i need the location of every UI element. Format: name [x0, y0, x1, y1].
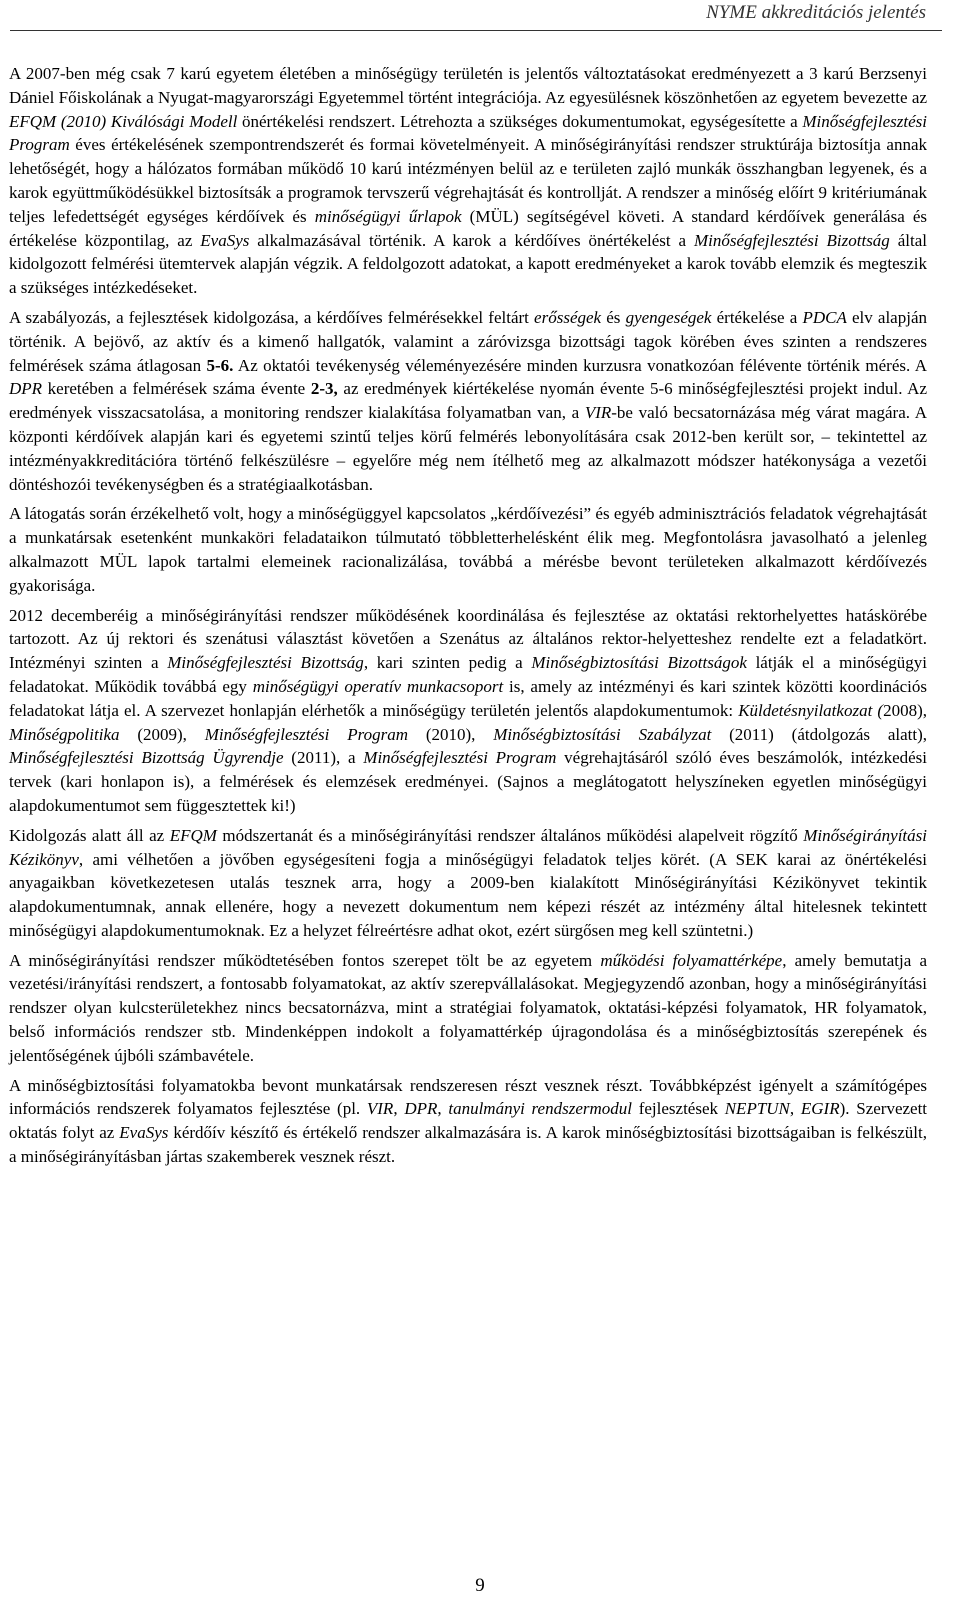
italic-text-run: Minőségfejlesztési Bizottság Ügyrendje	[9, 748, 284, 768]
italic-text-run: Minőségfejlesztési Program	[9, 111, 927, 155]
italic-text-run: EvaSys	[200, 230, 250, 250]
paragraph-4	[9, 604, 927, 818]
text-run: elv alapján történik. A bejövő, az aktív és a kimenő hallgatók, valamint a záróvizsga bizottsági tagok körében éves szinten a rendszeres felmérések száma átlagosan	[9, 307, 927, 375]
text-run: önértékelési rendszert. Létrehozta a szükséges dokumentumokat, egységesítette a	[237, 111, 803, 131]
italic-text-run: tanulmányi rendszermodul	[448, 1099, 632, 1119]
paragraph-6	[9, 949, 927, 1068]
bold-text-run: 2-3,	[310, 379, 338, 399]
text-run: (2011), a	[283, 748, 364, 768]
italic-text-run: Minőségpolitika	[9, 724, 120, 744]
paragraph-2	[9, 306, 927, 496]
text-run: ,	[437, 1099, 449, 1119]
text-run: kérdőív készítő és értékelő rendszer alkalmazására is. A karok minőségbiztosítási bizottságaiban is felkészült, a minőségirányításban jártas szakemberek vesznek részt.	[9, 1123, 927, 1167]
text-run: ). Szervezett oktatás folyt az	[9, 1099, 928, 1143]
italic-text-run: gyengeségek	[625, 307, 712, 327]
text-run: (2010),	[407, 724, 494, 744]
text-run: az eredmények kiértékelése nyomán évente 5-6 minőségfejlesztési projekt indul. Az eredmények visszacsatolása, a monitoring rendszer kialakítása folyamatban van, a	[9, 379, 927, 423]
italic-text-run: EvaSys	[119, 1123, 169, 1143]
italic-text-run: EFQM	[169, 825, 217, 845]
page-number: 9	[475, 1575, 485, 1596]
text-run: értékelése a	[711, 307, 803, 327]
text-run: (2009),	[119, 724, 205, 744]
italic-text-run: Minőségfejlesztési Bizottság	[693, 230, 890, 250]
text-run: (MÜL) segítségével követi. A standard kérdőívek generálása és értékelése központilag, az	[9, 206, 928, 250]
text-run: éves értékelésének szempontrendszerét és formai követelményeit. A minőségirányítási rendszer struktúrája biztosítja annak lehetőségét, hogy a hálózatos formában működő 10 karú intézményen belül az e területen zajló munkák összhangban legyenek, és a karok együttműködésükkel biztosítsák a programok tervszerű végrehajtását és kontrollját. A rendszer a minőség előírt 9 kritériumának teljes lefedettségét egységes kérdőívek és	[9, 135, 927, 226]
bold-text-run: 5-6.	[206, 355, 234, 375]
italic-text-run: Minőségbiztosítási Bizottságok	[531, 653, 747, 673]
text-run: A minőségbiztosítási folyamatokba bevont munkatársak rendszeresen részt vesznek részt. Továbbképzést igényelt a számítógépes információs rendszerek folyamatos fejlesztése (pl.	[9, 1075, 927, 1119]
italic-text-run: Küldetésnyilatkozat (	[738, 700, 884, 720]
text-run: , ami vélhetően a jövőben egységesíteni fogja a minőségügyi feladatok teljes körét. (A SEK karai az önértékelési anyagaikban következetesen utalás tesznek arra, hogy a 2009-ben kialakított Minőségirányítási Kézikönyvet tekintik alapdokumentumnak, annak ellenére, hogy a nevezett dokumentum nem képezi részét az intézmény által hitelesnek tekintett minőségügyi alapdokumentumoknak. Ez a helyzet félreértésre adhat okot, ezért sürgősen meg kell szüntetni.)	[9, 849, 927, 940]
text-run: alkalmazásával történik. A karok a kérdőíves önértékelést a	[249, 230, 694, 250]
text-run: és	[601, 307, 626, 327]
italic-text-run: Minőségfejlesztési Program	[363, 748, 557, 768]
document-body	[9, 62, 927, 1175]
text-run: A 2007-ben még csak 7 karú egyetem életében a minőségügy területén is jelentős változtatásokat eredményezett a 3 karú Berzsenyi Dániel Főiskolának a Nyugat-magyarországi Egyetemmel történt integrációja. Az egyesülésnek köszönhetően az egyetem bevezette az	[9, 64, 927, 107]
paragraph-1	[9, 62, 927, 300]
text-run: által kidolgozott felmérési ütemtervek alapján végzik. A feldolgozott adatokat, a kapott eredményeket a karok tovább elemzik és megteszik a szükséges intézkedéseket.	[9, 230, 927, 298]
italic-text-run: működési folyamattérképe	[600, 950, 783, 970]
italic-text-run: DPR	[9, 379, 43, 399]
text-run: A minőségirányítási rendszer működtetésében fontos szerepet tölt be az egyetem	[9, 950, 601, 970]
text-run: ,	[393, 1099, 405, 1119]
text-run: , amely bemutatja a vezetési/irányítási rendszert, a fontosabb folyamatokat, az aktív szerepvállalásokat. Megjegyzendő azonban, hogy a minőségirányítási rendszer olyan kulcsterületekhez nincs becsatornázva, mint a stratégiai folyamatok, oktatási-képzési folyamatok, HR folyamatok, belső információs rendszer stb. Mindenképpen indokolt a folyamattérkép újragondolása és a minőségbiztosítás szerepének és jelentőségének újbóli számbavétele.	[9, 950, 927, 1065]
text-run: is, amely az intézményi és kari szintek közötti koordinációs feladatokat látja el. A szervezet honlapján elérhetők a minőségügy területén jelentős alapdokumentumok:	[9, 676, 927, 720]
text-run: , kari szinten pedig a	[363, 653, 532, 673]
paragraph-5	[9, 824, 927, 943]
paragraph-7	[9, 1074, 927, 1169]
header-rule	[10, 30, 942, 31]
text-run: végrehajtásáról szóló éves beszámolók, intézkedési tervek (kari honlapon is), a felmérések és elemzések eredményei. (Sajnos a meglátogatott helyszíneken egyetlen minőségügyi alapdokumentumot sem függesztettek ki!)	[9, 748, 927, 815]
italic-text-run: Minőségbiztosítási Szabályzat	[493, 724, 712, 744]
text-run: Az oktatói tevékenység véleményezésére minden kurzusra vonatkozóan félévente történik mérés. A	[233, 355, 927, 375]
text-run: (2011) (átdolgozás alatt),	[711, 724, 928, 744]
italic-text-run: EGIR	[800, 1099, 840, 1119]
italic-text-run: erősségek	[534, 307, 602, 327]
paragraph-3	[9, 502, 927, 597]
text-run: A szabályozás, a fejlesztések kidolgozása, a kérdőíves felmérésekkel feltárt	[9, 307, 535, 327]
italic-text-run: EFQM (2010) Kiválósági Modell	[9, 111, 238, 131]
text-run: -be való becsatornázása még várat magára. A központi kérdőívek alapján kari és egyetemi szintű teljes körű felmérés lebonyolítására csak 2012-ben került sor, – tekintettel az intézményakkreditációra történő felkészülésre – egyelőre még nem ítélhető meg az alkalmazott módszer hatékonysága a vezetői döntéshozói tevékenységben és a stratégiaalkotásban.	[9, 403, 927, 494]
text-run: látják el a minőségügyi feladatokat. Működik továbbá egy	[9, 653, 928, 696]
italic-text-run: minőségügyi operatív munkacsoport	[252, 676, 504, 696]
text-run: Kidolgozás alatt áll az	[9, 825, 170, 845]
text-run: 2008),	[883, 700, 927, 720]
italic-text-run: NEPTUN	[724, 1099, 790, 1119]
italic-text-run: Minőségirányítási Kézikönyv	[9, 825, 927, 869]
italic-text-run: minőségügyi űrlapok	[314, 206, 462, 226]
header-title: NYME akkreditációs jelentés	[706, 2, 926, 23]
italic-text-run: PDCA	[802, 307, 847, 327]
italic-text-run: VIR	[584, 403, 612, 423]
text-run: 2012 decemberéig a minőségirányítási rendszer működésének koordinálása és fejlesztése az oktatási rektorhelyettes hatáskörébe tartozott. Az új rektori és szenátusi választást követően a Szenátus az általános rektor-helyetteshez rendelte ezt a feladatkört. Intézményi szinten a	[9, 605, 927, 673]
text-run: keretében a felmérések száma évente	[42, 379, 311, 399]
page-header	[0, 0, 960, 36]
text-run: fejlesztések	[631, 1099, 725, 1119]
italic-text-run: Minőségfejlesztési Bizottság	[167, 653, 364, 673]
italic-text-run: DPR	[404, 1099, 438, 1119]
italic-text-run: Minőségfejlesztési Program	[204, 724, 408, 744]
italic-text-run: VIR	[366, 1099, 394, 1119]
text-run: A látogatás során érzékelhető volt, hogy a minőségüggyel kapcsolatos „kérdőívezési” és egyéb adminisztrációs feladatok végrehajtását a munkatársak esetenként munkaköri feladataikon túlmutató többletterhelésként élik meg. Megfontolásra javasolható a jelenleg alkalmazott MÜL lapok tartalmi elemeinek racionalizálása, továbbá a mérésbe bevont területeken alkalmazott kérdőívezés gyakorisága.	[9, 504, 927, 595]
text-run: ,	[789, 1099, 801, 1119]
text-run: módszertanát és a minőségirányítási rendszer általános működési alapelveit rögzítő	[216, 825, 804, 845]
